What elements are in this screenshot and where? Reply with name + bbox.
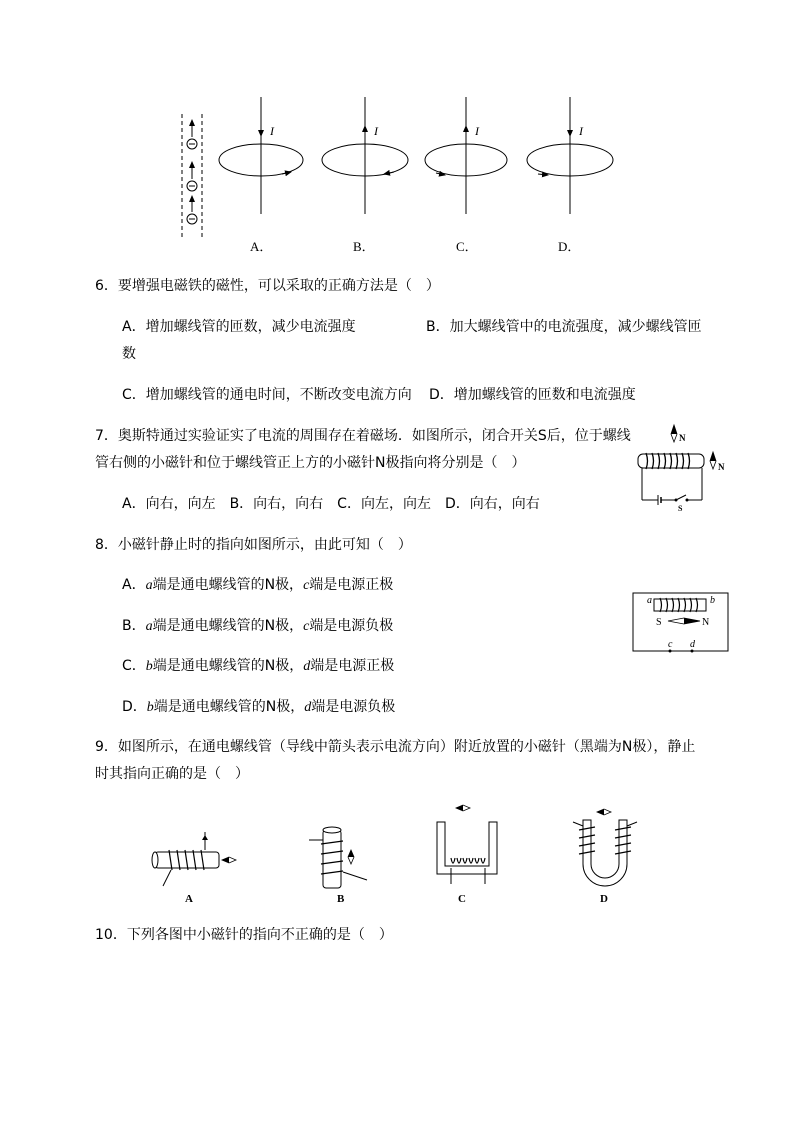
question-6-option-c: C．增加螺线管的通电时间，不断改变电流方向 [122,387,412,403]
option-text-end: 端是电源正极 [309,577,394,593]
option-text: 端是通电螺线管的N极， [153,699,305,715]
terminal-b-label: b [710,595,715,606]
option-letter: C． [122,658,146,674]
loop-diagram-d [527,97,613,214]
solenoid [654,598,706,612]
compass-needle-right [710,452,725,472]
option-text: 端是通电螺线管的N极， [152,577,304,593]
compass-needle [656,617,709,628]
question-8-stem: 8．小磁针静止时的指向如图所示，由此可知（ ） [95,537,412,553]
terminal-c-label: c [668,639,673,650]
compass-n-label: N [702,617,710,628]
circuit-wires [642,468,702,512]
solenoid-diagram-c [437,805,497,905]
variable-a: a [145,619,153,634]
loop-diagram-c [425,97,507,214]
electron-3 [187,196,197,224]
variable-b: b [146,700,154,715]
option-text: 端是通电螺线管的N极， [152,658,304,674]
option-label-c: C． [456,239,478,254]
terminal-d-label: d [690,639,695,650]
variable-d: d [303,659,311,674]
current-label-a: I [270,124,274,138]
compass-top-n-label: N [679,433,686,443]
solenoid-diagram-d [573,809,637,905]
current-label-c: I [475,124,479,138]
loop-diagram-a [219,97,303,214]
option-label-d: D． [558,239,581,254]
variable-d: d [304,700,312,715]
electron-stream-diagram [182,114,202,237]
variable-a: a [145,578,153,593]
switch-label: S [678,504,683,512]
electron-1 [187,120,197,149]
variable-c: c [303,619,310,634]
terminal-a-label: a [647,595,652,606]
question-7-stem-line-2: 管右侧的小磁针和位于螺线管正上方的小磁针N极指向将分别是（ ） [95,455,526,471]
option-label-a: A． [250,239,273,254]
variable-b: b [145,659,153,674]
figure-four-solenoids [145,800,655,910]
question-8-option-d [122,696,395,716]
question-8-option-a [122,574,393,594]
solenoid-diagram-b [309,827,367,905]
question-7-options: A．向右，向左 B．向右，向右 C．向左，向左 D．向右，向右 [122,496,540,512]
diagram-label-c: C [458,893,466,905]
question-6-option-a: A．增加螺线管的匝数，减少电流强度 [122,319,356,335]
question-6-option-b-continued: 数 [122,346,136,362]
option-letter: A． [122,577,146,593]
question-9-stem-line-2: 时其指向正确的是（ ） [95,766,249,782]
variable-c: c [303,578,310,593]
option-letter: D． [122,699,147,715]
question-8-option-b [122,615,393,635]
figure-solenoid-switch [632,420,737,512]
compass-s-label: S [656,617,662,628]
diagram-label-b: B [337,893,345,905]
option-label-b: B． [353,239,375,254]
current-label-d: I [579,124,583,138]
compass-right-n-label: N [718,462,725,472]
question-6-option-b: B．加大螺线管中的电流强度，减少螺线管匝 [426,319,702,335]
question-8-option-c [122,655,394,675]
diagram-label-d: D [600,893,608,905]
solenoid [638,453,704,469]
current-label-b: I [374,124,378,138]
loop-diagram-b [322,97,408,214]
diagram-label-a: A [185,893,193,905]
option-text: 端是通电螺线管的N极， [152,618,304,634]
solenoid-diagram-a [152,832,236,905]
option-text-end: 端是电源负极 [309,618,394,634]
option-text-end: 端是电源正极 [310,658,395,674]
question-6-stem: 6．要增强电磁铁的磁性，可以采取的正确方法是（ ） [95,278,440,294]
option-letter: B． [122,618,146,634]
question-9-stem-line-1: 9．如图所示，在通电螺线管（导线中箭头表示电流方向）附近放置的小磁针（黑端为N极），静止 [95,739,696,755]
question-10-stem: 10．下列各图中小磁针的指向不正确的是（ ） [95,927,393,943]
question-7-stem-line-1: 7．奥斯特通过实验证实了电流的周围存在着磁场．如图所示，闭合开关S后，位于螺线 [95,428,631,444]
figure-current-loops [170,92,640,257]
compass-needle-top [671,425,686,443]
option-text-end: 端是电源负极 [311,699,396,715]
question-6-option-d: D．增加螺线管的匝数和电流强度 [429,387,636,403]
figure-solenoid-compass-circuit [632,590,730,654]
electron-2 [187,162,197,191]
